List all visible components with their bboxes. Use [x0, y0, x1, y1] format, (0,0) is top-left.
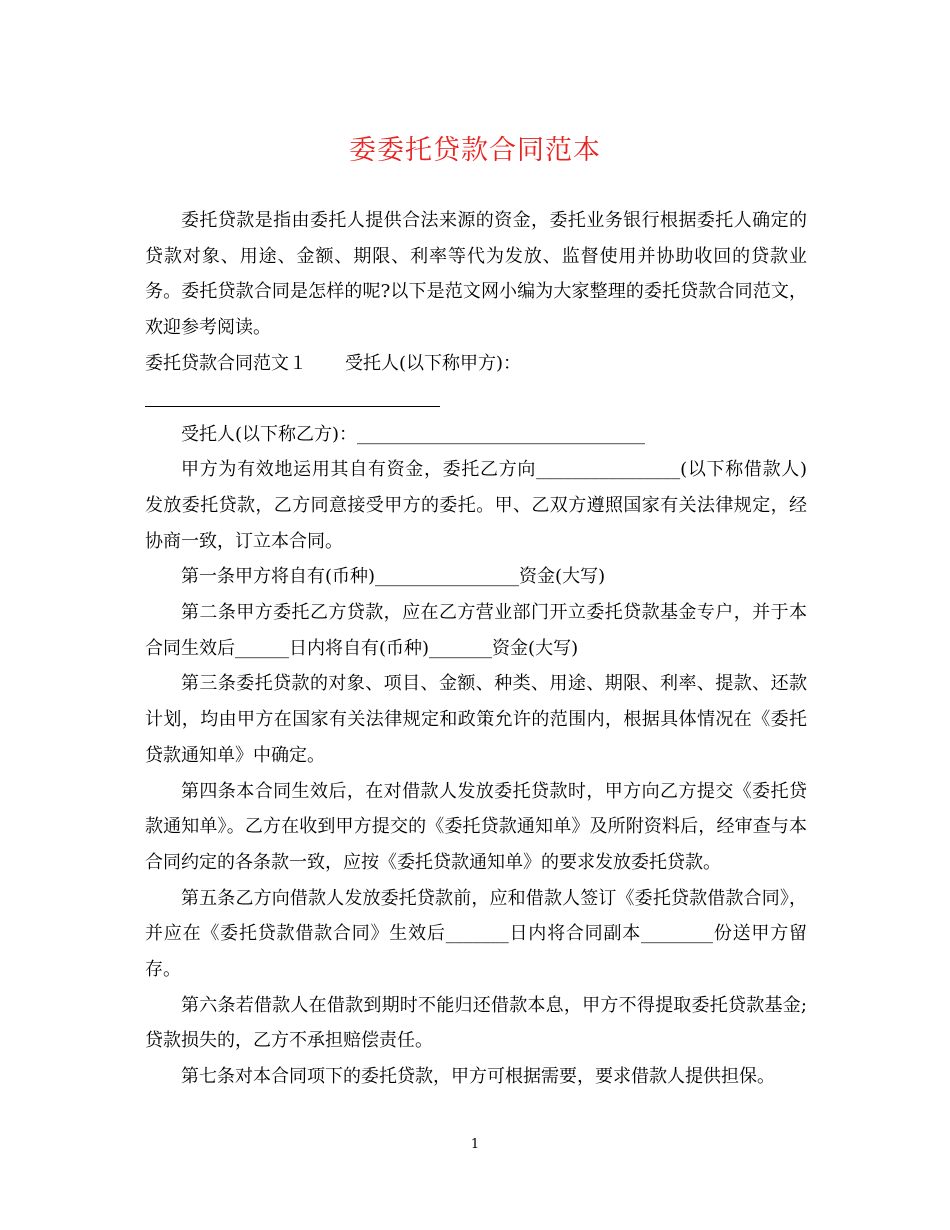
article-1: 第一条甲方将自有(币种)________________资金(大写) [181, 566, 606, 588]
article-7: 第七条对本合同项下的委托贷款，甲方可根据需要，要求借款人提供担保。 [181, 1066, 775, 1088]
page-number: 1 [470, 1137, 480, 1152]
sample-heading-line [145, 346, 807, 382]
article-5: 第五条乙方向借款人发放委托贷款前，应和借款人签订《委托贷款借款合同》，并应在《委托贷款借款合同》生效后_______日内将合同副本________份送甲方留存。 [145, 887, 807, 981]
party-b-line: 受托人(以下称乙方)：________________________________ [181, 423, 646, 445]
article-3: 第三条委托贷款的对象、项目、金额、种类、用途、期限、利率、提款、还款计划，均由甲方在国家有关法律规定和政策允许的范围内，根据具体情况在《委托贷款通知单》中确定。 [145, 673, 807, 766]
intro-paragraph: 委托贷款是指由委托人提供合法来源的资金，委托业务银行根据委托人确定的贷款对象、用途、金额、期限、利率等代为发放、监督使用并协助收回的贷款业务。委托贷款合同是怎样的呢?以下是范文网小编为大家整理的委托贷款合同范文，欢迎参考阅读。 [145, 210, 807, 339]
purpose-paragraph: 甲方为有效地运用其自有资金，委托乙方向________________(以下称借款人)发放委托贷款，乙方同意接受甲方的委托。甲、乙双方遵照国家有关法律规定，经协商一致，订立本合同。 [145, 459, 807, 552]
article-4: 第四条本合同生效后，在对借款人发放委托贷款时，甲方向乙方提交《委托贷款通知单》。乙方在收到甲方提交的《委托贷款通知单》及所附资料后，经审查与本合同约定的各条款一致，应按《委托贷款通知单》的要求发放委托贷款。 [145, 780, 807, 873]
party-a-label: 受托人(以下称甲方)： [345, 352, 522, 374]
document-body [145, 203, 807, 1095]
article-6: 第六条若借款人在借款到期时不能归还借款本息，甲方不得提取委托贷款基金;贷款损失的，乙方不承担赔偿责任。 [145, 994, 807, 1052]
document-title: 委委托贷款合同范本 [349, 135, 601, 166]
party-a-blank-line [145, 406, 440, 407]
sample-heading: 委托贷款合同范文１ [145, 352, 307, 374]
article-2: 第二条甲方委托乙方贷款，应在乙方营业部门开立委托贷款基金专户，并于本合同生效后______日内将自有(币种)_______资金(大写) [145, 602, 807, 659]
